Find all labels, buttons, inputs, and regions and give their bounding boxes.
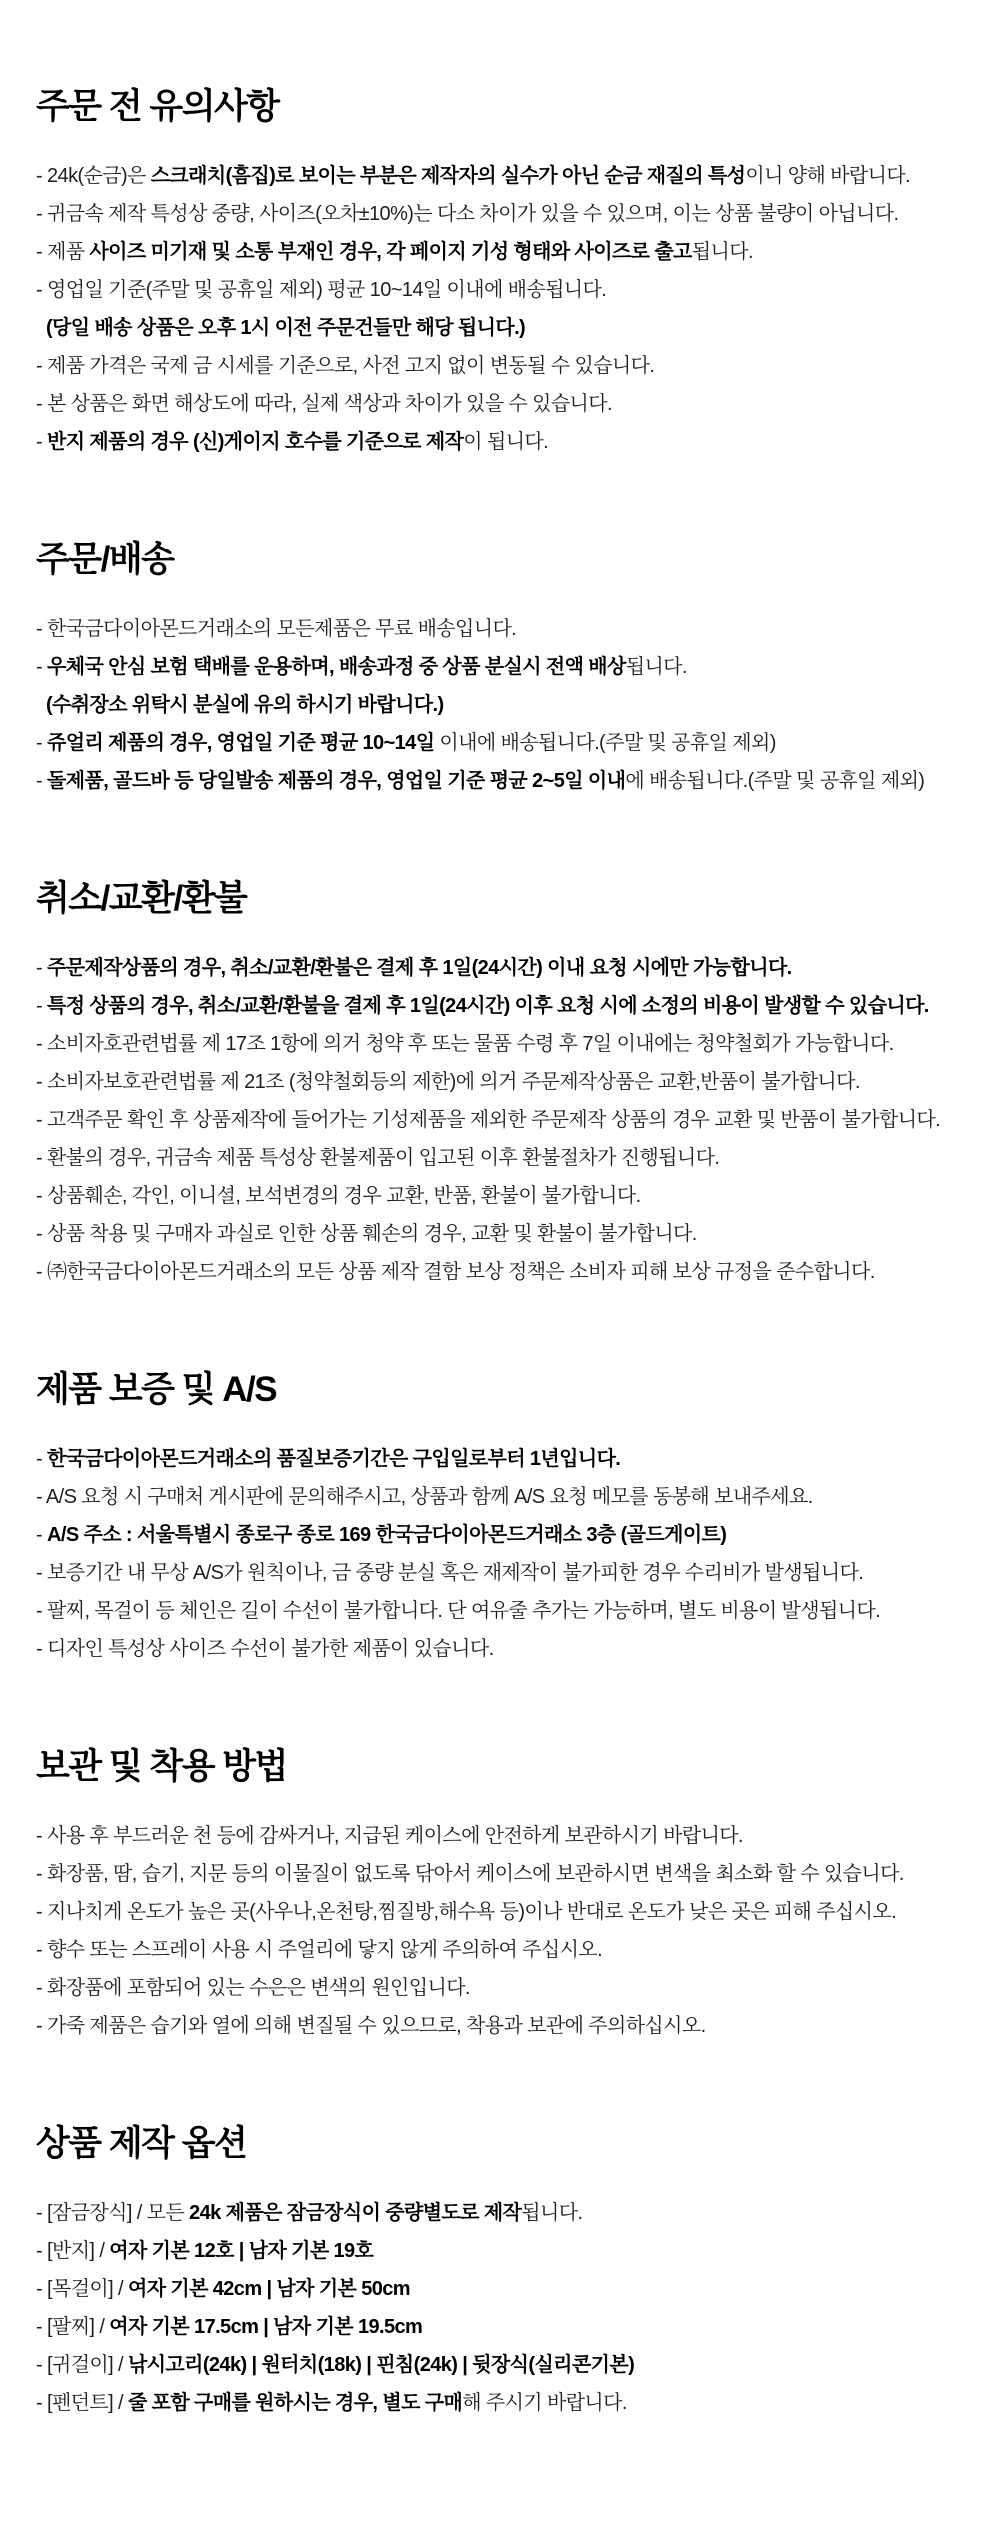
text-run: - 화장품에 포함되어 있는 수은은 변색의 원인입니다.: [36, 1977, 470, 1999]
notice-list: [36, 1817, 970, 2045]
bold-text-run: 여자 기본 42cm | 남자 기본 50cm: [127, 2278, 410, 2300]
text-run: - 화장품, 땀, 습기, 지문 등의 이물질이 없도록 닦아서 케이스에 보관하시면 변색을 최소화 할 수 있습니다.: [36, 1863, 904, 1885]
text-run: -: [36, 431, 48, 453]
notice-item: [36, 233, 970, 271]
text-run: - [반지] /: [36, 2240, 110, 2262]
text-run: - 24k(순금)은: [36, 165, 151, 187]
notice-sections: [36, 86, 970, 2422]
text-run: - 본 상품은 화면 해상도에 따라, 실제 색상과 차이가 있을 수 있습니다.: [36, 393, 612, 415]
section-storage-wearing: [36, 1746, 970, 2045]
text-run: - [목걸이] /: [36, 2278, 128, 2300]
text-run: - [팔찌] /: [36, 2316, 110, 2338]
bold-text-run: 24k 제품은 잠금장식이 중량별도로 제작: [189, 2202, 522, 2224]
text-run: - 상품 착용 및 구매자 과실로 인한 상품 훼손의 경우, 교환 및 환불이 불가합니다.: [36, 1223, 697, 1245]
notice-item: [36, 1516, 970, 1554]
notice-item: [36, 2194, 970, 2232]
notice-item: [36, 724, 970, 762]
bold-text-run: 특정 상품의 경우, 취소/교환/환불을 결제 후 1일(24시간) 이후 요청 시에 소정의 비용이 발생할 수 있습니다.: [47, 995, 929, 1017]
text-run: - A/S 요청 시 구매처 게시판에 문의해주시고, 상품과 함께 A/S 요청 메모를 동봉해 보내주세요.: [36, 1486, 813, 1508]
bold-text-run: 쥬얼리 제품의 경우, 영업일 기준 평균 10~14일: [47, 732, 435, 754]
text-run: - 디자인 특성상 사이즈 수선이 불가한 제품이 있습니다.: [36, 1638, 494, 1660]
bold-text-run: 주문제작상품의 경우, 취소/교환/환불은 결제 후 1일(24시간) 이내 요청 시에만 가능합니다.: [47, 957, 792, 979]
notice-item: [36, 2384, 970, 2422]
notice-list: [36, 2194, 970, 2422]
notice-item: [36, 1554, 970, 1592]
notice-item: [36, 686, 970, 724]
text-run: -: [36, 770, 48, 792]
notice-item: [36, 1440, 970, 1478]
bold-text-run: 우체국 안심 보험 택배를 운용하며, 배송과정 중 상품 분실시 전액 배상: [47, 656, 626, 678]
notice-item: [36, 423, 970, 461]
bold-text-run: A/S 주소 : 서울특별시 종로구 종로 169 한국금다이아몬드거래소 3층 (골드게이트): [47, 1524, 727, 1546]
text-run: -: [36, 1524, 48, 1546]
notice-list: [36, 610, 970, 800]
notice-item: [36, 2346, 970, 2384]
section-warranty-as: [36, 1369, 970, 1668]
notice-list: [36, 1440, 970, 1668]
text-run: - [펜던트] /: [36, 2392, 128, 2414]
notice-item: [36, 271, 970, 309]
bold-text-run: 여자 기본 17.5cm | 남자 기본 19.5cm: [109, 2316, 423, 2338]
text-run: -: [36, 732, 48, 754]
notice-item: [36, 1177, 970, 1215]
text-run: -: [36, 957, 48, 979]
notice-item: [36, 1478, 970, 1516]
text-run: 이 됩니다.: [463, 431, 549, 453]
notice-item: [36, 347, 970, 385]
section-title-storage-wearing: 보관 및 착용 방법: [36, 1747, 287, 1786]
bold-text-run: (당일 배송 상품은 오후 1시 이전 주문건들만 해당 됩니다.): [46, 317, 526, 339]
text-run: 됩니다.: [691, 241, 753, 263]
notice-item: [36, 309, 970, 347]
notice-item: [36, 1025, 970, 1063]
section-product-options: [36, 2123, 970, 2422]
notice-item: [36, 195, 970, 233]
bold-text-run: 사이즈 미기재 및 소통 부재인 경우, 각 페이지 기성 형태와 사이즈로 출고: [89, 241, 692, 263]
notice-item: [36, 762, 970, 800]
text-run: - 향수 또는 스프레이 사용 시 주얼리에 닿지 않게 주의하여 주십시오.: [36, 1939, 603, 1961]
text-run: - 지나치게 온도가 높은 곳(사우나,온천탕,찜질방,해수욕 등)이나 반대로 온도가 낮은 곳은 피해 주십시오.: [36, 1901, 897, 1923]
notice-item: [36, 610, 970, 648]
notice-item: [36, 1855, 970, 1893]
notice-item: [36, 1063, 970, 1101]
section-title-order-shipping: 주문/배송: [36, 540, 174, 579]
notice-item: [36, 1592, 970, 1630]
text-run: - ㈜한국금다이아몬드거래소의 모든 상품 제작 결함 보상 정책은 소비자 피해 보상 규정을 준수합니다.: [36, 1261, 875, 1283]
bold-text-run: 한국금다이아몬드거래소의 품질보증기간은 구입일로부터 1년입니다.: [47, 1448, 621, 1470]
text-run: - 사용 후 부드러운 천 등에 감싸거나, 지급된 케이스에 안전하게 보관하시기 바랍니다.: [36, 1825, 743, 1847]
section-title-pre-order-notice: 주문 전 유의사항: [36, 87, 279, 126]
notice-item: [36, 1931, 970, 1969]
notice-item: [36, 1630, 970, 1668]
text-run: - 고객주문 확인 후 상품제작에 들어가는 기성제품을 제외한 주문제작 상품의 경우 교환 및 반품이 불가합니다.: [36, 1109, 941, 1131]
notice-item: [36, 1817, 970, 1855]
bold-text-run: 낚시고리(24k) | 원터치(18k) | 핀침(24k) | 뒷장식(실리콘기본): [127, 2354, 635, 2376]
text-run: - 제품: [36, 241, 90, 263]
notice-item: [36, 1893, 970, 1931]
text-run: 됩니다.: [521, 2202, 583, 2224]
section-title-warranty-as: 제품 보증 및 A/S: [36, 1370, 277, 1409]
notice-item: [36, 2270, 970, 2308]
text-run: - 환불의 경우, 귀금속 제품 특성상 환불제품이 입고된 이후 환불절차가 진행됩니다.: [36, 1147, 720, 1169]
text-run: - 팔찌, 목걸이 등 체인은 길이 수선이 불가합니다. 단 여유줄 추가는 가능하며, 별도 비용이 발생됩니다.: [36, 1600, 881, 1622]
text-run: - 한국금다이아몬드거래소의 모든제품은 무료 배송입니다.: [36, 618, 517, 640]
bold-text-run: (수취장소 위탁시 분실에 유의 하시기 바랍니다.): [46, 694, 444, 716]
bold-text-run: 돌제품, 골드바 등 당일발송 제품의 경우, 영업일 기준 평균 2~5일 이내: [47, 770, 626, 792]
text-run: -: [36, 995, 48, 1017]
notice-list: [36, 949, 970, 1291]
text-run: -: [36, 1448, 48, 1470]
section-title-cancel-exchange-refund: 취소/교환/환불: [36, 879, 247, 918]
notice-item: [36, 385, 970, 423]
notice-item: [36, 648, 970, 686]
text-run: 해 주시기 바랍니다.: [462, 2392, 627, 2414]
section-cancel-exchange-refund: [36, 878, 970, 1291]
notice-item: [36, 2232, 970, 2270]
notice-item: [36, 949, 970, 987]
text-run: - [잠금장식] / 모든: [36, 2202, 190, 2224]
notice-item: [36, 987, 970, 1025]
notice-item: [36, 2007, 970, 2045]
text-run: - 소비자보호관련법률 제 21조 (청약철회등의 제한)에 의거 주문제작상품은 교환,반품이 불가합니다.: [36, 1071, 860, 1093]
text-run: - 제품 가격은 국제 금 시세를 기준으로, 사전 고지 없이 변동될 수 있습니다.: [36, 355, 655, 377]
text-run: - 상품훼손, 각인, 이니셜, 보석변경의 경우 교환, 반품, 환불이 불가합니다.: [36, 1185, 641, 1207]
text-run: 이내에 배송됩니다.(주말 및 공휴일 제외): [434, 732, 776, 754]
notice-item: [36, 1101, 970, 1139]
bold-text-run: 줄 포함 구매를 원하시는 경우, 별도 구매: [127, 2392, 463, 2414]
text-run: 에 배송됩니다.(주말 및 공휴일 제외): [625, 770, 925, 792]
text-run: - 소비자호관련법률 제 17조 1항에 의거 청약 후 또는 물품 수령 후 7일 이내에는 청약철회가 가능합니다.: [36, 1033, 894, 1055]
notice-item: [36, 1139, 970, 1177]
text-run: 됩니다.: [625, 656, 687, 678]
section-pre-order-notice: [36, 86, 970, 461]
section-order-shipping: [36, 539, 970, 800]
notice-item: [36, 1215, 970, 1253]
text-run: - [귀걸이] /: [36, 2354, 128, 2376]
text-run: - 보증기간 내 무상 A/S가 원칙이나, 금 중량 분실 혹은 재제작이 불가피한 경우 수리비가 발생됩니다.: [36, 1562, 864, 1584]
notice-item: [36, 2308, 970, 2346]
text-run: - 영업일 기준(주말 및 공휴일 제외) 평균 10~14일 이내에 배송됩니다.: [36, 279, 607, 301]
text-run: - 가죽 제품은 습기와 열에 의해 변질될 수 있으므로, 착용과 보관에 주의하십시오.: [36, 2015, 706, 2037]
notice-list: [36, 157, 970, 461]
bold-text-run: 반지 제품의 경우 (신)게이지 호수를 기준으로 제작: [47, 431, 464, 453]
notice-item: [36, 1253, 970, 1291]
product-notice-page: [36, 86, 970, 2422]
notice-item: [36, 157, 970, 195]
section-title-product-options: 상품 제작 옵션: [36, 2124, 247, 2163]
text-run: - 귀금속 제작 특성상 중량, 사이즈(오차±10%)는 다소 차이가 있을 수 있으며, 이는 상품 불량이 아닙니다.: [36, 203, 899, 225]
text-run: -: [36, 656, 48, 678]
bold-text-run: 스크래치(흠집)로 보이는 부분은 제작자의 실수가 아닌 순금 재질의 특성: [150, 165, 746, 187]
bold-text-run: 여자 기본 12호 | 남자 기본 19호: [109, 2240, 374, 2262]
text-run: 이니 양해 바랍니다.: [745, 165, 910, 187]
notice-item: [36, 1969, 970, 2007]
